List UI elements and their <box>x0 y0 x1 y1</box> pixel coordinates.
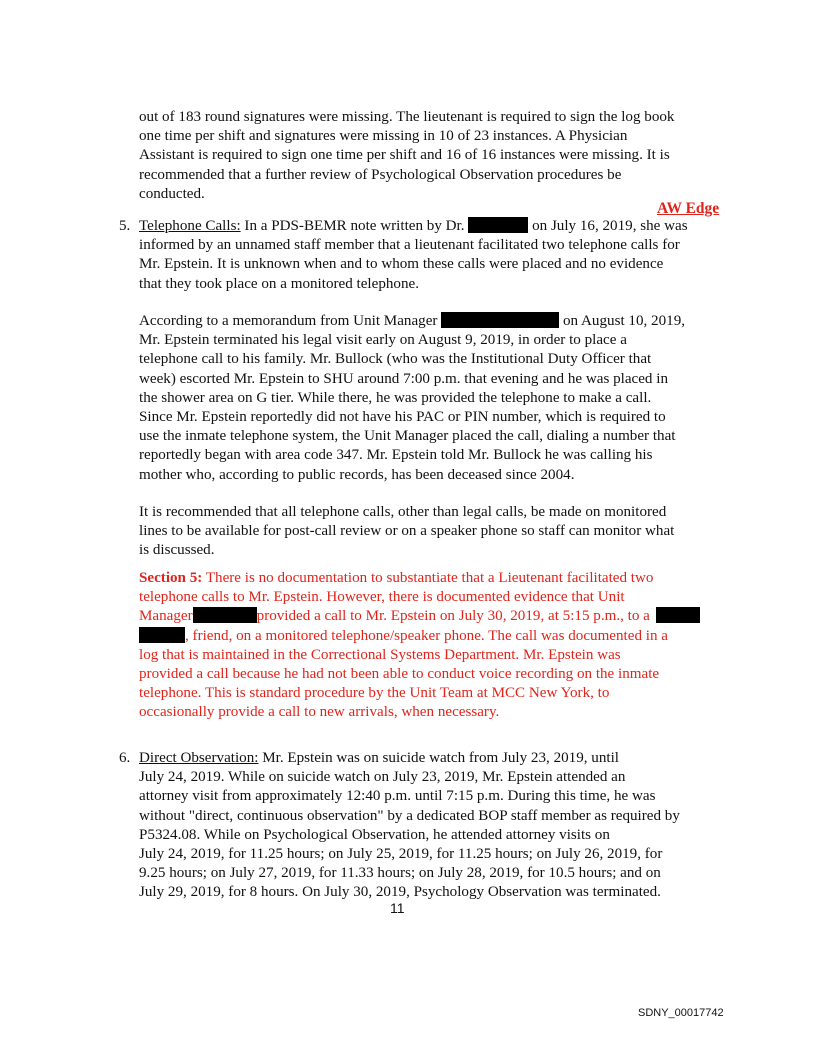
text-line: reportedly began with area code 347. Mr. Epstein told Mr. Bullock he was calling his <box>139 447 653 464</box>
text-line: Mr. Epstein. It is unknown when and to whom these calls were placed and no evidence <box>139 256 664 273</box>
text-line: P5324.08. While on Psychological Observation, he attended attorney visits on <box>139 826 610 843</box>
text-line: that they took place on a monitored telephone. <box>139 275 419 292</box>
text-line: lines to be available for post-call review or on a speaker phone so staff can monitor what <box>139 523 675 540</box>
recommendation-paragraph <box>139 503 721 561</box>
redaction-block <box>656 607 700 623</box>
text-span: provided a call to Mr. Epstein on July 30, 2019, at 5:15 p.m., to a <box>256 608 650 625</box>
text-line: Since Mr. Epstein reportedly did not have his PAC or PIN number, which is required to <box>139 409 666 426</box>
text-line: informed by an unnamed staff member that a lieutenant facilitated two telephone calls for <box>139 237 680 254</box>
text-line: provided a call because he had not been able to conduct voice recording on the inmate <box>139 666 660 683</box>
text-line: the shower area on G tier. While there, he was provided the telephone to make a call. <box>139 389 652 406</box>
response-label: Section 5: <box>139 570 203 586</box>
text-line: without "direct, continuous observation" by a dedicated BOP staff member as required by <box>139 807 680 824</box>
text-span: on August 10, 2019, <box>559 313 686 329</box>
text-span: on July 16, 2019, she was <box>528 218 688 234</box>
text-line <box>139 627 721 646</box>
text-line <box>139 217 721 236</box>
text-line: occasionally provide a call to new arrivals, when necessary. <box>139 704 500 721</box>
text-line: telephone. This is standard procedure by the Unit Team at MCC New York, to <box>139 685 610 702</box>
continuation-paragraph <box>139 108 721 204</box>
redaction-block <box>468 217 528 233</box>
text-span: There is no documentation to substantiate that a Lieutenant facilitated two <box>202 570 654 586</box>
text-line: use the inmate telephone system, the Unit Manager placed the call, dialing a number that <box>139 428 676 445</box>
redaction-block <box>441 312 559 328</box>
text-line: telephone call to his family. Mr. Bullock (who was the Institutional Duty Officer that <box>139 351 652 368</box>
memorandum-paragraph <box>139 312 721 485</box>
text-line <box>139 607 721 626</box>
list-number-6: 6. <box>119 750 131 766</box>
text-line: mother who, according to public records, has been deceased since 2004. <box>139 466 575 483</box>
reviewer-annotation: AW Edge <box>657 200 720 217</box>
text-line: Assistant is required to sign one time per shift and 16 of 16 instances were missing. It is <box>139 147 670 164</box>
bates-number: SDNY_00017742 <box>638 1007 724 1019</box>
page-number: 11 <box>390 900 405 916</box>
section-5-response <box>139 569 721 723</box>
text-span: , friend, on a monitored telephone/speaker phone. The call was documented in a <box>185 627 668 644</box>
text-line <box>139 749 721 768</box>
text-line: log that is maintained in the Correctional Systems Department. Mr. Epstein was <box>139 646 621 663</box>
text-line: It is recommended that all telephone calls, other than legal calls, be made on monitored <box>139 504 667 520</box>
text-line: attorney visit from approximately 12:40 p.m. until 7:15 p.m. During this time, he was <box>139 788 656 805</box>
text-line: one time per shift and signatures were missing in 10 of 23 instances. A Physician <box>139 128 628 145</box>
list-number-5: 5. <box>119 218 131 234</box>
text-line: week) escorted Mr. Epstein to SHU around 7:00 p.m. that evening and he was placed in <box>139 370 668 387</box>
text-span: In a PDS-BEMR note written by Dr. <box>240 218 469 234</box>
text-line: July 24, 2019, for 11.25 hours; on July 25, 2019, for 11.25 hours; on July 26, 2019, for <box>139 846 663 863</box>
text-span: According to a memorandum from Unit Manager <box>139 313 442 329</box>
text-line: Mr. Epstein terminated his legal visit early on August 9, 2019, in order to place a <box>139 332 627 349</box>
section-6-paragraph <box>139 749 721 903</box>
text-line: July 24, 2019. While on suicide watch on July 23, 2019, Mr. Epstein attended an <box>139 769 626 786</box>
text-line <box>139 312 721 331</box>
redaction-block <box>139 627 185 643</box>
redaction-block <box>193 607 257 623</box>
text-line: recommended that a further review of Psychological Observation procedures be <box>139 166 622 183</box>
text-line: telephone calls to Mr. Epstein. However, there is documented evidence that Unit <box>139 589 625 606</box>
text-line: 9.25 hours; on July 27, 2019, for 11.33 hours; on July 28, 2019, for 10.5 hours; and on <box>139 865 661 882</box>
section-5-paragraph <box>139 217 721 294</box>
section-heading: Direct Observation: <box>139 750 259 766</box>
text-line <box>139 569 721 588</box>
section-heading: Telephone Calls: <box>139 218 241 234</box>
text-line: July 29, 2019, for 8 hours. On July 30, 2019, Psychology Observation was terminated. <box>139 884 661 901</box>
text-line: conducted. <box>139 185 205 202</box>
text-span: Mr. Epstein was on suicide watch from July 23, 2019, until <box>258 750 619 766</box>
text-line: is discussed. <box>139 542 215 559</box>
text-line: out of 183 round signatures were missing. The lieutenant is required to sign the log book <box>139 109 675 125</box>
text-span: Manager <box>139 608 193 625</box>
